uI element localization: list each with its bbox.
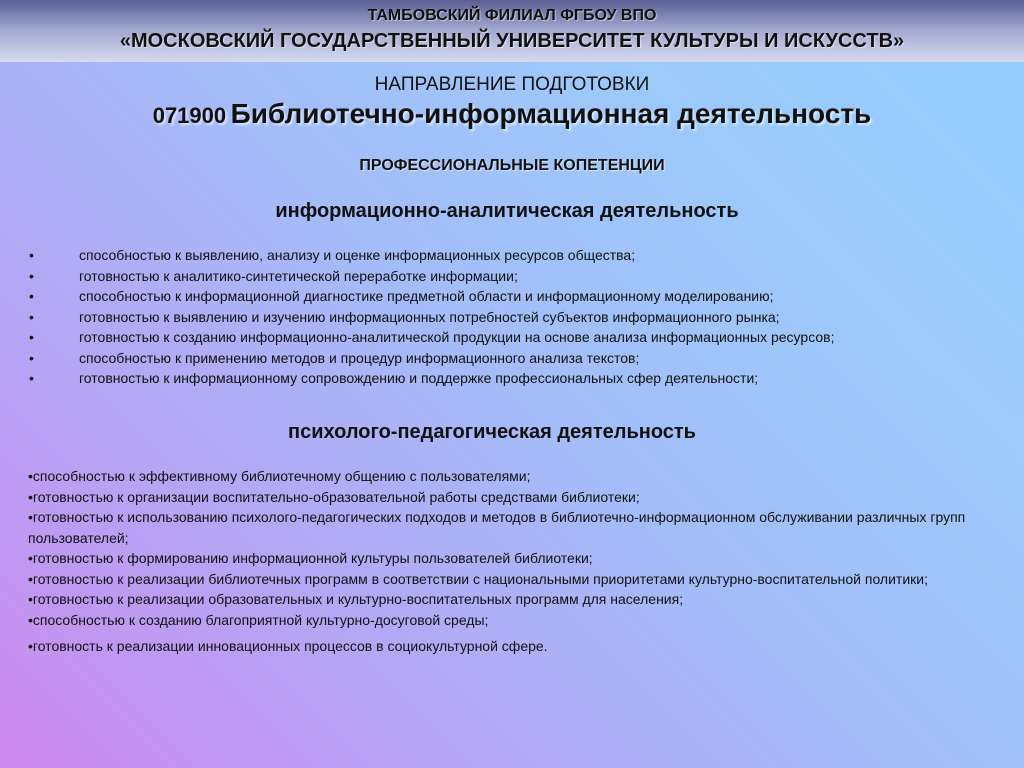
list-item bbox=[0, 348, 1024, 369]
bullet-icon: • bbox=[29, 370, 34, 386]
section-heading-analytical: информационно-аналитическая деятельность bbox=[275, 200, 739, 222]
list-item bbox=[28, 507, 1003, 548]
bullet-icon: • bbox=[28, 570, 33, 587]
bullet-icon: • bbox=[29, 308, 34, 325]
analytical-competencies-list bbox=[0, 245, 1024, 389]
bullet-icon: • bbox=[28, 591, 33, 607]
list-item-text: готовностью к формированию информационной культуры пользователей библиотеки; bbox=[32, 550, 593, 566]
list-item-text: готовностью к созданию информационно-аналитической продукции на основе анализа информационных ресурсов; bbox=[79, 329, 835, 345]
list-item bbox=[28, 548, 1003, 569]
list-item bbox=[28, 610, 1003, 631]
list-item-text: готовностью к информационному сопровождению и поддержке профессиональных сфер деятельности; bbox=[79, 370, 759, 386]
direction-name: Библиотечно-информационная деятельность bbox=[230, 98, 872, 129]
header-band bbox=[0, 0, 1024, 62]
list-item-text: способностью к выявлению, анализу и оценке информационных ресурсов общества; bbox=[79, 247, 636, 263]
bullet-icon: • bbox=[28, 509, 33, 525]
bullet-icon: • bbox=[28, 550, 33, 566]
list-item bbox=[0, 327, 1024, 348]
list-item bbox=[0, 286, 1024, 307]
list-item-text: готовностью к реализации образовательных и культурно-воспитательных программ для населения; bbox=[32, 591, 684, 607]
competencies-heading: ПРОФЕССИОНАЛЬНЫЕ КОПЕТЕНЦИИ bbox=[359, 157, 665, 174]
bullet-icon: • bbox=[29, 267, 34, 284]
list-item-text: готовностью к выявлению и изучению информационных потребностей субъектов информационного рынка; bbox=[79, 308, 780, 325]
bullet-icon: • bbox=[29, 288, 34, 304]
list-item bbox=[28, 589, 1003, 610]
list-item bbox=[0, 368, 1024, 389]
direction-title bbox=[0, 98, 1024, 130]
list-item-text: готовностью к использованию психолого-педагогических подходов и методов в библиотечно-информационном обслуживании различных групп пользователей; bbox=[28, 509, 966, 546]
pedagogical-competencies-list bbox=[28, 466, 1003, 657]
list-item-text: готовностью к организации воспитательно-образовательной работы средствами библиотеки; bbox=[32, 488, 640, 505]
list-item-text: готовностью к реализации библиотечных программ в соответствии с национальными приоритетами культурно-воспитательной политики; bbox=[32, 570, 928, 587]
direction-label: НАПРАВЛЕНИЕ ПОДГОТОВКИ bbox=[374, 74, 650, 95]
list-item bbox=[0, 307, 1024, 328]
list-item bbox=[28, 636, 1003, 657]
bullet-icon: • bbox=[28, 611, 33, 628]
university-title: «МОСКОВСКИЙ ГОСУДАРСТВЕННЫЙ УНИВЕРСИТЕТ КУЛЬТУРЫ И ИСКУССТВ» bbox=[119, 30, 905, 52]
list-item bbox=[28, 487, 1003, 508]
list-item-text: способностью к применению методов и процедур информационного анализа текстов; bbox=[79, 349, 640, 366]
list-item bbox=[28, 466, 1003, 487]
bullet-icon: • bbox=[28, 488, 33, 505]
bullet-icon: • bbox=[28, 638, 33, 654]
direction-code: 071900 bbox=[152, 103, 227, 128]
list-item bbox=[28, 569, 1003, 590]
section-heading-pedagogical: психолого-педагогическая деятельность bbox=[288, 421, 696, 443]
list-item-text: способностью к информационной диагностике предметной области и информационному моделированию; bbox=[79, 288, 774, 304]
bullet-icon: • bbox=[29, 329, 34, 345]
branch-title: ТАМБОВСКИЙ ФИЛИАЛ ФГБОУ ВПО bbox=[367, 7, 657, 24]
list-item-text: готовностью к аналитико-синтетической переработке информации; bbox=[79, 267, 518, 284]
list-item bbox=[0, 266, 1024, 287]
list-item bbox=[0, 245, 1024, 266]
bullet-icon: • bbox=[29, 247, 34, 263]
list-item-text: готовность к реализации инновационных процессов в социокультурной сфере. bbox=[32, 638, 548, 654]
bullet-icon: • bbox=[29, 349, 34, 366]
list-item-text: способностью к созданию благоприятной культурно-досуговой среды; bbox=[32, 611, 489, 628]
bullet-icon: • bbox=[28, 468, 33, 484]
list-item-text: способностью к эффективному библиотечному общению с пользователями; bbox=[32, 468, 531, 484]
